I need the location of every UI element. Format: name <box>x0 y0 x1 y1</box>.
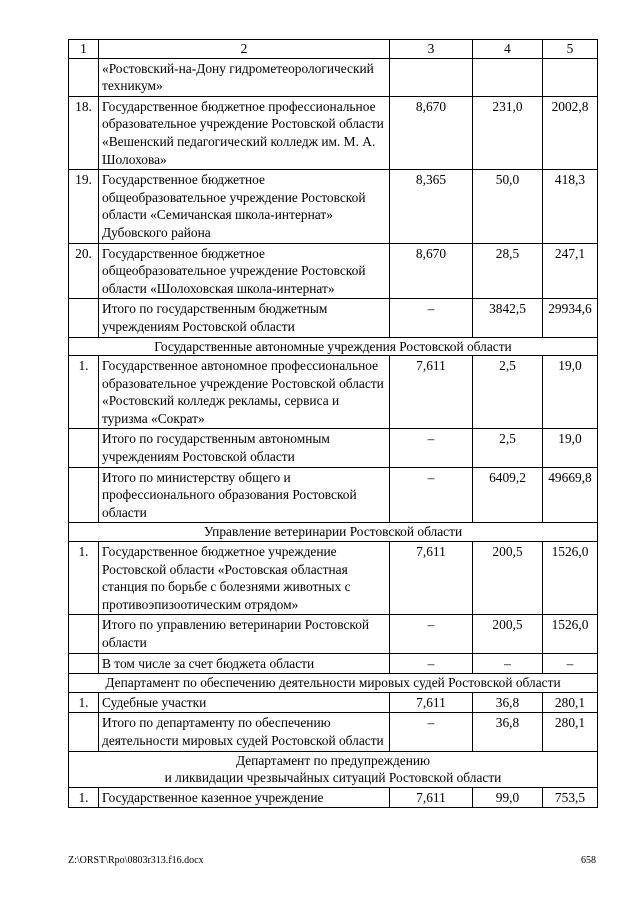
cell-value: 8,670 <box>390 96 473 169</box>
row-name: Государственное бюджетное общеобразовательное учреждение Ростовской области «Шолоховская школа-интернат» <box>99 243 390 299</box>
table-row <box>69 170 598 243</box>
cell-value: 6409,2 <box>473 467 543 523</box>
table-row <box>69 653 598 674</box>
row-name: Итого по государственным автономным учреждениям Ростовской области <box>99 429 390 467</box>
row-name: Государственное казенное учреждение <box>99 787 390 808</box>
cell-value: 200,5 <box>473 542 543 615</box>
row-name: Государственное бюджетное учреждение Ростовской области «Ростовская областная станция по борьбе с болезнями животных с противоэпизоотическим отрядом» <box>99 542 390 615</box>
section-title-line: Департамент по предупреждению <box>235 752 431 768</box>
row-name: Государственное бюджетное общеобразовательное учреждение Ростовской области «Семичанская школа-интернат» Дубовского района <box>99 170 390 243</box>
row-number <box>69 429 99 467</box>
table-row <box>69 429 598 467</box>
cell-value: 247,1 <box>543 243 598 299</box>
file-path: Z:\ORST\Rpo\0803r313.f16.docx <box>68 855 204 866</box>
row-name: Государственное бюджетное профессиональное образовательное учреждение Ростовской области «Вешенский педагогический колледж им. М. А. Шолохова» <box>99 96 390 169</box>
section-title: Управление ветеринарии Ростовской области <box>69 523 598 542</box>
header-cell: 4 <box>473 40 543 59</box>
cell-value: – <box>390 299 473 337</box>
table-row <box>69 243 598 299</box>
row-number: 1. <box>69 692 99 713</box>
header-row <box>69 40 598 59</box>
cell-value: 29934,6 <box>543 299 598 337</box>
row-number: 20. <box>69 243 99 299</box>
cell-value: 418,3 <box>543 170 598 243</box>
row-number: 1. <box>69 356 99 429</box>
cell-value: 1526,0 <box>543 542 598 615</box>
cell-value: – <box>473 653 543 674</box>
row-name: Итого по управлению ветеринарии Ростовской области <box>99 615 390 653</box>
cell-value: – <box>390 467 473 523</box>
row-number <box>69 58 99 96</box>
row-number: 1. <box>69 542 99 615</box>
cell-value <box>473 58 543 96</box>
cell-value: 50,0 <box>473 170 543 243</box>
table-row <box>69 58 598 96</box>
cell-value: 2,5 <box>473 429 543 467</box>
cell-value: 28,5 <box>473 243 543 299</box>
cell-value: 231,0 <box>473 96 543 169</box>
row-number: 1. <box>69 787 99 808</box>
table-row <box>69 787 598 808</box>
cell-value: – <box>390 653 473 674</box>
table-row <box>69 692 598 713</box>
header-cell: 1 <box>69 40 99 59</box>
cell-value <box>390 58 473 96</box>
table-row <box>69 467 598 523</box>
section-row <box>69 674 598 693</box>
header-cell: 5 <box>543 40 598 59</box>
cell-value: 200,5 <box>473 615 543 653</box>
cell-value: 36,8 <box>473 713 543 751</box>
cell-value: 8,365 <box>390 170 473 243</box>
cell-value: – <box>543 653 598 674</box>
cell-value: 7,611 <box>390 542 473 615</box>
cell-value: 8,670 <box>390 243 473 299</box>
row-name: Судебные участки <box>99 692 390 713</box>
cell-value: 1526,0 <box>543 615 598 653</box>
row-name: Итого по департаменту по обеспечению деятельности мировых судей Ростовской области <box>99 713 390 751</box>
row-name: Итого по министерству общего и профессионального образования Ростовской области <box>99 467 390 523</box>
section-row <box>69 337 598 356</box>
cell-value: – <box>390 713 473 751</box>
table-row <box>69 356 598 429</box>
section-title: Государственные автономные учреждения Ростовской области <box>69 337 598 356</box>
cell-value: 99,0 <box>473 787 543 808</box>
table-row <box>69 615 598 653</box>
cell-value: – <box>390 615 473 653</box>
cell-value: 2,5 <box>473 356 543 429</box>
section-title-line: и ликвидации чрезвычайных ситуаций Ростовской области <box>164 770 502 786</box>
cell-value: 280,1 <box>543 692 598 713</box>
cell-value <box>543 58 598 96</box>
table-row <box>69 96 598 169</box>
row-number <box>69 467 99 523</box>
header-cell: 2 <box>99 40 390 59</box>
cell-value: 36,8 <box>473 692 543 713</box>
table-row <box>69 542 598 615</box>
row-number <box>69 299 99 337</box>
row-number: 19. <box>69 170 99 243</box>
cell-value: 2002,8 <box>543 96 598 169</box>
row-name: Итого по государственным бюджетным учреждениям Ростовской области <box>99 299 390 337</box>
row-name: В том числе за счет бюджета области <box>99 653 390 674</box>
cell-value: 7,611 <box>390 787 473 808</box>
cell-value: 19,0 <box>543 429 598 467</box>
section-title <box>69 751 598 787</box>
table-row <box>69 299 598 337</box>
row-number <box>69 615 99 653</box>
row-name: «Ростовский-на-Дону гидрометеорологический техникум» <box>99 58 390 96</box>
cell-value: 7,611 <box>390 356 473 429</box>
row-name: Государственное автономное профессиональное образовательное учреждение Ростовской области «Ростовский колледж рекламы, сервиса и туризма «Сократ» <box>99 356 390 429</box>
budget-table <box>68 39 598 808</box>
cell-value: 280,1 <box>543 713 598 751</box>
cell-value: 7,611 <box>390 692 473 713</box>
table-body <box>69 58 598 808</box>
cell-value: 753,5 <box>543 787 598 808</box>
row-number <box>69 713 99 751</box>
page-number: 658 <box>581 855 596 866</box>
cell-value: 49669,8 <box>543 467 598 523</box>
section-row <box>69 751 598 787</box>
table-row <box>69 713 598 751</box>
cell-value: – <box>390 429 473 467</box>
cell-value: 19,0 <box>543 356 598 429</box>
header-cell: 3 <box>390 40 473 59</box>
cell-value: 3842,5 <box>473 299 543 337</box>
row-number <box>69 653 99 674</box>
row-number: 18. <box>69 96 99 169</box>
section-title: Департамент по обеспечению деятельности мировых судей Ростовской области <box>69 674 598 693</box>
section-row <box>69 523 598 542</box>
